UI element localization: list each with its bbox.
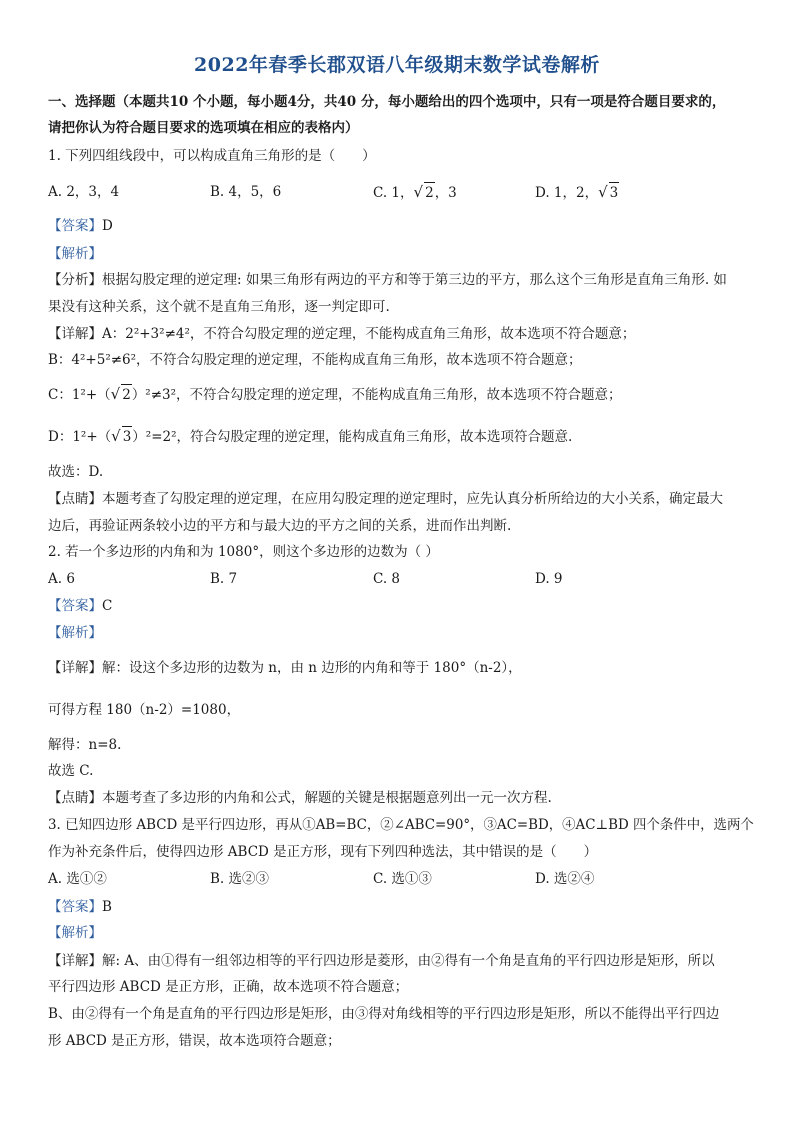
q1-detail-b: B：4²+5²≠6²，不符合勾股定理的逆定理，不能构成直角三角形，故本选项不符合题意； [48,352,582,368]
q2-option-a: A. 6 [48,571,75,587]
q3-answer-value: B [102,899,112,915]
q2-choose: 故选 C. [48,763,94,779]
q1-choose: 故选：D. [48,464,104,480]
q1-stem: 1. 下列四组线段中，可以构成直角三角形的是（ ） [48,148,376,164]
q1-option-d-prefix: D. 1，2， [535,185,599,201]
q2-option-d: D. 9 [535,571,563,587]
q3-detail-line-4: 形 ABCD 是正方形，错误，故本选项符合题意； [48,1033,341,1049]
detail-tag: 【详解】 [48,326,102,342]
q1-answer [48,216,113,236]
q1-answer-value: D [102,218,113,234]
answer-tag: 【答案】 [48,218,102,234]
q1-comment-line-1 [48,489,723,509]
q2-equation: 可得方程 180（n-2）=1080， [48,702,241,718]
q2-jiexi-tag: 【解析】 [48,625,102,641]
q1-jiexi-tag: 【解析】 [48,246,102,262]
q3-stem-line-2: 作为补充条件后，使得四边形 ABCD 是正方形，现有下列四种选法，其中错误的是（ ） [48,844,598,860]
q1-detail-a [48,324,635,344]
q1-detail-d-prefix: D：1²+（ [48,429,112,445]
answer-tag: 【答案】 [48,899,102,915]
q2-comment [48,788,552,808]
q1-detail-a-text: A：2²+3²≠4²，不符合勾股定理的逆定理，不能构成直角三角形，故本选项不符合题意； [102,326,636,342]
detail-tag: 【详解】 [48,660,102,676]
q1-analysis-line-1 [48,270,727,290]
page-title: 2022年春季长郡双语八年级期末数学试卷解析 [194,54,600,76]
q3-detail-text-1: 解: A、由①得有一组邻边相等的平行四边形是菱形，由②得有一个角是直角的平行四边形是矩形，所以 [102,953,715,969]
q2-solve: 解得：n=8. [48,737,122,753]
q1-option-d-radicand: 3 [609,182,620,203]
section-heading-line-2: 请把你认为符合题目要求的选项填在相应的表格内） [48,120,359,136]
q1-option-c [373,182,457,203]
q3-option-a: A. 选①② [48,871,107,887]
q3-option-d: D. 选②④ [535,871,595,887]
q2-stem: 2. 若一个多边形的内角和为 1080°，则这个多边形的边数为（ ） [48,544,439,560]
q1-analysis-text-1: 根据勾股定理的逆定理: 如果三角形有两边的平方和等于第三边的平方，那么这个三角形是直角三角形. 如 [102,272,727,288]
q2-detail [48,658,522,678]
q3-detail-line-2: 平行四边形 ABCD 是正方形，正确，故本选项不符合题意； [48,979,409,995]
q3-detail-line-3: B、由②得有一个角是直角的平行四边形是矩形，由③得对角线相等的平行四边形是矩形，所以不能得出平行四边 [48,1006,720,1022]
q1-comment-line-2: 边后，再验证两条较小边的平方和与最大边的平方之间的关系，进而作出判断. [48,518,512,534]
sqrt-symbol: √ [111,427,121,445]
q1-detail-d-suffix: ）²=2²，符合勾股定理的逆定理，能构成直角三角形，故本选项符合题意. [132,429,573,445]
q1-comment-text-1: 本题考查了勾股定理的逆定理，在应用勾股定理的逆定理时，应先认真分析所给边的大小关系，确定最大 [102,491,723,507]
q1-option-c-suffix: ，3 [434,185,457,201]
q2-detail-text: 解：设这个多边形的边数为 n，由 n 边形的内角和等于 180°（n-2）， [102,660,522,676]
answer-tag: 【答案】 [48,598,102,614]
q3-answer [48,897,112,917]
q1-analysis-line-2: 果没有这种关系，这个就不是直角三角形，逐一判定即可. [48,299,390,315]
q3-option-c: C. 选①③ [373,871,432,887]
q2-answer [48,596,112,616]
comment-tag: 【点睛】 [48,491,102,507]
q1-detail-c-suffix: ）²≠3²，不符合勾股定理的逆定理，不能构成直角三角形，故本选项不符合题意； [131,387,622,403]
detail-tag: 【详解】 [48,953,102,969]
q1-detail-c-radicand: 2 [121,384,132,405]
q1-detail-c [48,384,622,405]
q1-detail-c-prefix: C：1²+（ [48,387,111,403]
q2-comment-text: 本题考查了多边形的内角和公式，解题的关键是根据题意列出一元一次方程. [102,790,552,806]
q3-detail-line-1 [48,951,715,971]
q2-answer-value: C [102,598,113,614]
sqrt-symbol: √ [413,183,424,201]
q1-detail-d-radicand: 3 [122,426,133,447]
q1-option-c-radicand: 2 [424,182,435,203]
q2-option-b: B. 7 [210,571,238,587]
section-heading-line-1: 一、选择题（本题共10 个小题，每小题4分，共40 分，每小题给出的四个选项中，只有一项是符合题目要求的， [48,94,726,110]
q2-option-c: C. 8 [373,571,401,587]
q1-detail-d [48,426,572,447]
q1-option-d [535,182,619,203]
sqrt-symbol: √ [598,183,608,201]
comment-tag: 【点睛】 [48,790,102,806]
q3-option-b: B. 选②③ [210,871,270,887]
q1-option-a: A. 2，3，4 [48,184,120,200]
q1-option-c-prefix: C. 1， [373,185,414,201]
q3-jiexi-tag: 【解析】 [48,925,102,941]
analysis-tag: 【分析】 [48,272,102,288]
sqrt-symbol: √ [110,385,121,403]
q3-stem-line-1: 3. 已知四边形 ABCD 是平行四边形，再从①AB=BC，②∠ABC=90°，③AC=BD，④AC⊥BD 四个条件中，选两个 [48,817,754,833]
q1-option-b: B. 4，5，6 [210,184,282,200]
